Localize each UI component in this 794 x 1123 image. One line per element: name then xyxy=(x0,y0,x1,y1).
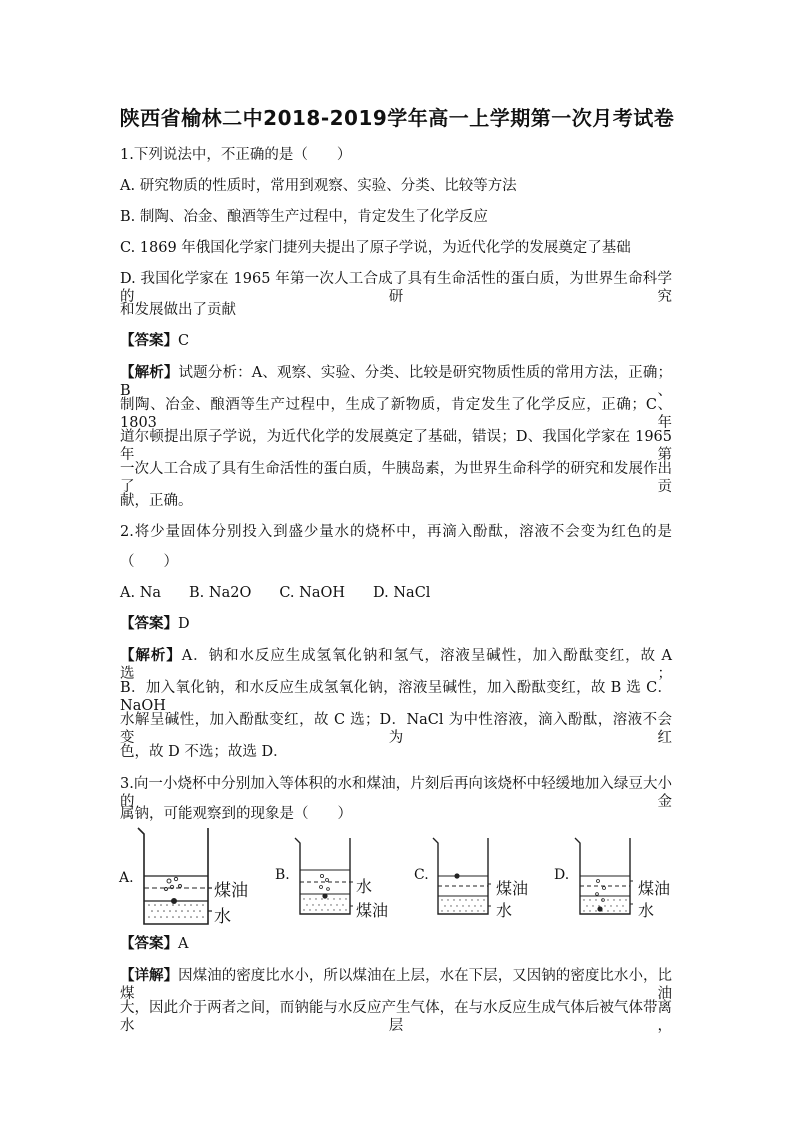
answer-tag: 【答案】 xyxy=(120,616,178,632)
q2-explanation-line4: 色，故 D 不选；故选 D． xyxy=(120,744,288,760)
q2-stem-line1: 2.将少量固体分别投入到盛少量水的烧杯中，再滴入酚酞，溶液不会变为红色的是 xyxy=(120,524,672,540)
q1-option-a: A. 研究物质的性质时，常用到观察、实验、分类、比较等方法 xyxy=(120,178,517,194)
q3-explanation-line2: 大，因此介于两者之间，而钠能与水反应产生气体，在与水反应生成气体后被气体带离水层， xyxy=(120,1000,672,1034)
q1-stem: 1.下列说法中，不正确的是（ ） xyxy=(120,147,352,163)
figure-a-beaker xyxy=(134,826,214,928)
q2-stem-line2: （ ） xyxy=(120,554,178,570)
figure-d-beaker xyxy=(572,836,634,918)
beaker-a-drawing xyxy=(134,826,214,928)
answer-value: C xyxy=(178,333,190,349)
figure-c-letter: C. xyxy=(414,867,429,883)
answer-tag: 【答案】 xyxy=(120,936,178,952)
q2-option-c: C. NaOH xyxy=(279,585,346,601)
figure-b-beaker xyxy=(292,836,354,918)
q2-option-d: D. NaCl xyxy=(373,585,431,601)
q2-explanation-line2: B．加入氧化钠，和水反应生成氢氧化钠，溶液呈碱性，加入酚酞变红，故 B 选 C．NaOH xyxy=(120,680,672,714)
q2-option-a: A. Na xyxy=(120,585,162,601)
beaker-b-drawing xyxy=(292,836,354,918)
beaker-c-drawing xyxy=(430,836,492,918)
figure-d-letter: D. xyxy=(554,867,570,883)
beaker-d-drawing xyxy=(572,836,634,918)
q3-stem-line2: 属钠，可能观察到的现象是（ ） xyxy=(120,806,352,822)
q2-answer xyxy=(120,615,190,633)
q3-answer xyxy=(120,935,188,953)
page-title: 陕西省榆林二中2018-2019学年高一上学期第一次月考试卷 xyxy=(119,106,675,130)
q1-explanation-line3: 道尔顿提出原子学说，为近代化学的发展奠定了基础，错误；D、我国化学家在 1965 年第 xyxy=(120,429,672,463)
q2-explanation-line1: 【解析】A．钠和水反应生成氢氧化钠和氢气，溶液呈碱性，加入酚酞变红，故 A 选； xyxy=(120,648,672,682)
figure-b-bottom-label: 煤油 xyxy=(356,901,389,920)
q1-option-b: B. 制陶、冶金、酿酒等生产过程中，肯定发生了化学反应 xyxy=(120,209,488,225)
answer-tag: 【答案】 xyxy=(120,333,178,349)
answer-value: A xyxy=(178,936,189,952)
q2-options xyxy=(120,584,458,602)
q2-explanation-line3: 水解呈碱性，加入酚酞变红，故 C 选；D．NaCl 为中性溶液，滴入酚酞，溶液不会变为红 xyxy=(120,712,672,746)
q1-answer xyxy=(120,332,189,350)
q3-explanation-line1: 【详解】因煤油的密度比水小，所以煤油在上层，水在下层，又因钠的密度比水小，比煤油 xyxy=(120,968,672,1002)
q2-option-b: B. Na2O xyxy=(189,585,252,601)
explanation-tag: 【详解】 xyxy=(120,968,179,984)
figure-c-top-label: 煤油 xyxy=(496,879,529,898)
figure-a-top-label: 煤油 xyxy=(214,881,248,901)
q1-option-d-line1: D. 我国化学家在 1965 年第一次人工合成了具有生命活性的蛋白质，为世界生命科学的研究 xyxy=(120,271,672,305)
explanation-tag: 【解析】 xyxy=(120,365,179,381)
figure-a-letter: A. xyxy=(119,870,134,886)
q1-explanation-line5: 献，正确。 xyxy=(120,493,193,509)
figure-d-top-label: 煤油 xyxy=(638,879,671,898)
answer-value: D xyxy=(178,616,190,632)
figure-c-bottom-label: 水 xyxy=(496,901,513,920)
q1-option-c: C. 1869 年俄国化学家门捷列夫提出了原子学说，为近代化学的发展奠定了基础 xyxy=(120,240,631,256)
figure-b-top-label: 水 xyxy=(356,877,373,896)
figure-c-beaker xyxy=(430,836,492,918)
figure-a-bottom-label: 水 xyxy=(214,907,231,927)
explanation-tag: 【解析】 xyxy=(120,648,182,664)
q1-explanation-line1: 【解析】试题分析：A、观察、实验、分类、比较是研究物质性质的常用方法，正确；B、 xyxy=(120,365,673,399)
figure-b-letter: B. xyxy=(275,867,290,883)
q1-option-d-line2: 和发展做出了贡献 xyxy=(120,302,236,318)
figure-d-bottom-label: 水 xyxy=(638,901,655,920)
q3-stem-line1: 3.向一小烧杯中分别加入等体积的水和煤油，片刻后再向该烧杯中轻缓地加入绿豆大小的金 xyxy=(120,776,672,810)
q1-explanation-line4: 一次人工合成了具有生命活性的蛋白质，牛胰岛素，为世界生命科学的研究和发展作出了贡 xyxy=(120,461,672,495)
q1-explanation-line2: 制陶、冶金、酿酒等生产过程中，生成了新物质，肯定发生了化学反应，正确；C、1803 年 xyxy=(120,397,672,431)
